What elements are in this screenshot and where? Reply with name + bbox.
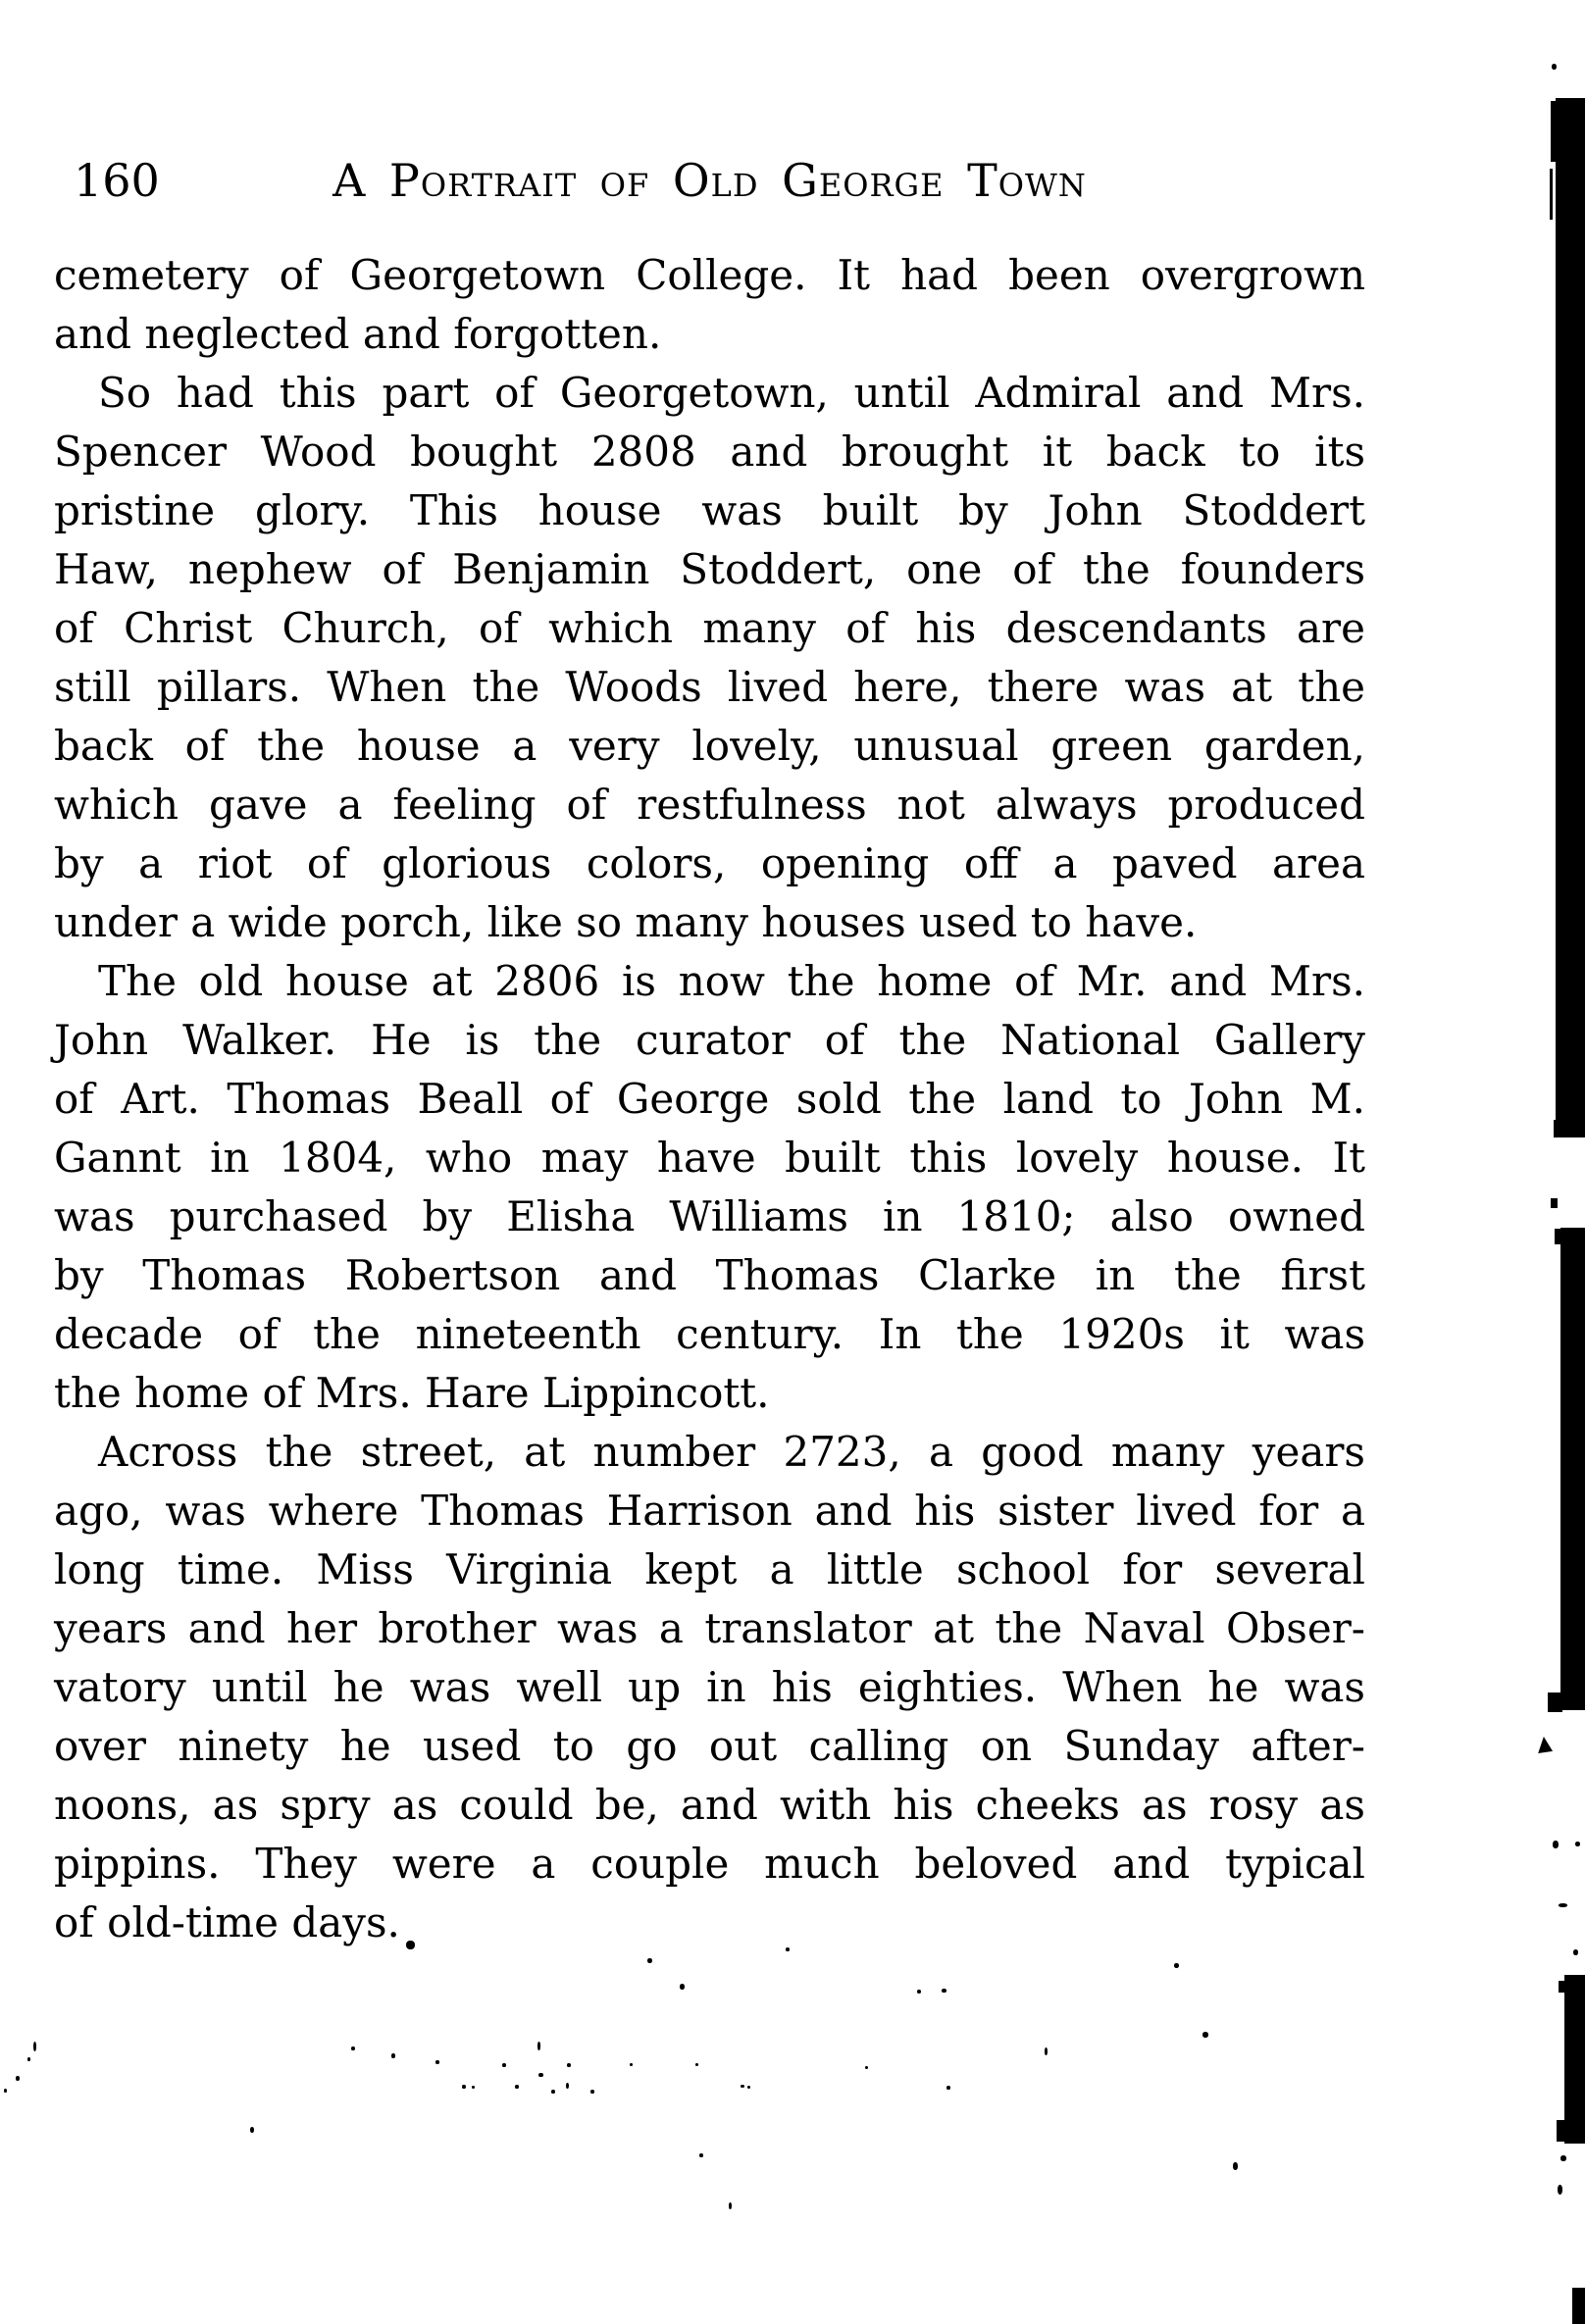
dust-speck [566,2083,569,2089]
edge-shadow-bar [1557,2120,1566,2142]
dust-speck [729,2202,732,2209]
edge-shadow-bar [1560,1228,1585,1710]
dust-speck [406,1941,415,1949]
dust-speck [27,2057,30,2061]
body-text [54,246,1365,1952]
dust-speck [695,2063,698,2066]
text-line: Haw, nephew of Benjamin Stoddert, one of the founders [54,545,1365,593]
text-line: by a riot of glorious colors, opening off a paved area [54,839,1365,887]
text-line: and neglected and forgotten. [54,310,662,358]
text-line: over ninety he used to go out calling on Sunday after- [54,1722,1365,1770]
dust-speck [1573,1949,1578,1955]
text-line: ago, was where Thomas Harrison and his sister lived for a [54,1487,1365,1535]
text-line: John Walker. He is the curator of the National Gallery [54,1016,1365,1064]
dust-speck [538,2073,543,2077]
dust-speck [1174,1963,1179,1968]
dust-speck [1559,1903,1567,1907]
edge-shadow-bar [1551,1198,1558,1208]
dust-speck [741,2085,744,2088]
text-line: Across the street, at number 2723, a good many years [98,1428,1365,1476]
dust-speck [16,2076,20,2081]
text-line: vatory until he was well up in his eighties. When he was [54,1663,1365,1711]
text-line: was purchased by Elisha Williams in 1810; also owned [54,1192,1365,1240]
text-line: cemetery of Georgetown College. It had been overgrown [54,251,1365,299]
text-line: under a wide porch, like so many houses used to have. [54,898,1198,946]
text-line: decade of the nineteenth century. In the 1920s it was [54,1310,1365,1358]
text-line: by Thomas Robertson and Thomas Clarke in the first [54,1251,1365,1299]
dust-speck [1575,1842,1580,1846]
dust-speck [551,2090,555,2094]
text-line: Spencer Wood bought 2808 and brought it back to its [54,428,1365,476]
edge-shadow-bar [1551,101,1558,162]
edge-shadow-bar [1556,98,1585,1137]
page-number: 160 [74,154,160,207]
dust-speck [391,2053,395,2058]
dust-speck [680,1984,685,1990]
text-line: So had this part of Georgetown, until Admiral and Mrs. [98,369,1365,417]
dust-speck [942,1989,946,1993]
text-line: long time. Miss Virginia kept a little school for several [54,1545,1365,1593]
ink-blot-triangle [1536,1736,1553,1753]
dust-speck [1045,2047,1048,2055]
text-line: The old house at 2806 is now the home of Mr. and Mrs. [98,957,1365,1005]
edge-shadow-bar [1548,1692,1562,1712]
dust-speck [1553,1841,1559,1848]
text-line: back of the house a very lovely, unusual green garden, [54,722,1365,770]
text-line: which gave a feeling of restfulness not always produced [54,781,1365,829]
dust-speck [250,2127,254,2133]
dust-speck [472,2086,475,2089]
dust-speck [351,2046,355,2050]
page-header [54,153,1365,212]
dust-speck [647,1958,652,1963]
dust-speck [1202,2032,1208,2038]
edge-shadow-bar [1555,1229,1562,1244]
edge-shadow-bar [1559,1981,1566,1993]
dust-speck [33,2042,36,2051]
text-line: of old-time days. [54,1898,400,1946]
dust-speck [747,2086,750,2089]
dust-speck [462,2085,466,2089]
dust-speck [865,2066,868,2069]
dust-speck [917,1990,921,1994]
dust-speck [946,2086,950,2090]
dust-speck [786,1947,790,1951]
edge-shadow-bar [1550,169,1553,220]
dust-speck [699,2153,703,2157]
text-line: years and her brother was a translator at the Naval Obser- [54,1604,1365,1652]
dust-speck [502,2063,506,2067]
dust-speck [537,2042,540,2050]
text-line: still pillars. When the Woods lived here, there was at the [54,663,1365,711]
text-line: Gannt in 1804, who may have built this lovely house. It [54,1134,1365,1182]
dust-speck [590,2090,594,2094]
dust-speck [1552,64,1557,70]
text-line: noons, as spry as could be, and with his cheeks as rosy as [54,1781,1365,1829]
dust-speck [1558,2185,1562,2195]
edge-shadow-bar [1554,1120,1561,1137]
running-head: A Portrait of Old George Town [332,154,1087,207]
dust-speck [515,2085,519,2089]
dust-speck [4,2089,7,2093]
text-line: of Christ Church, of which many of his descendants are [54,604,1365,652]
edge-shadow-bar [1564,1975,1585,2144]
edge-shadow-bar [1572,2288,1585,2324]
text-line: pippins. They were a couple much beloved and typical [54,1840,1365,1888]
text-line: pristine glory. This house was built by John Stoddert [54,486,1365,534]
text-line: of Art. Thomas Beall of George sold the land to John M. [54,1075,1365,1123]
dust-speck [435,2060,439,2064]
dust-speck [1560,2155,1566,2161]
dust-speck [1233,2162,1238,2170]
dust-speck [630,2063,633,2066]
text-line: the home of Mrs. Hare Lippincott. [54,1369,770,1417]
dust-speck [567,2063,571,2067]
